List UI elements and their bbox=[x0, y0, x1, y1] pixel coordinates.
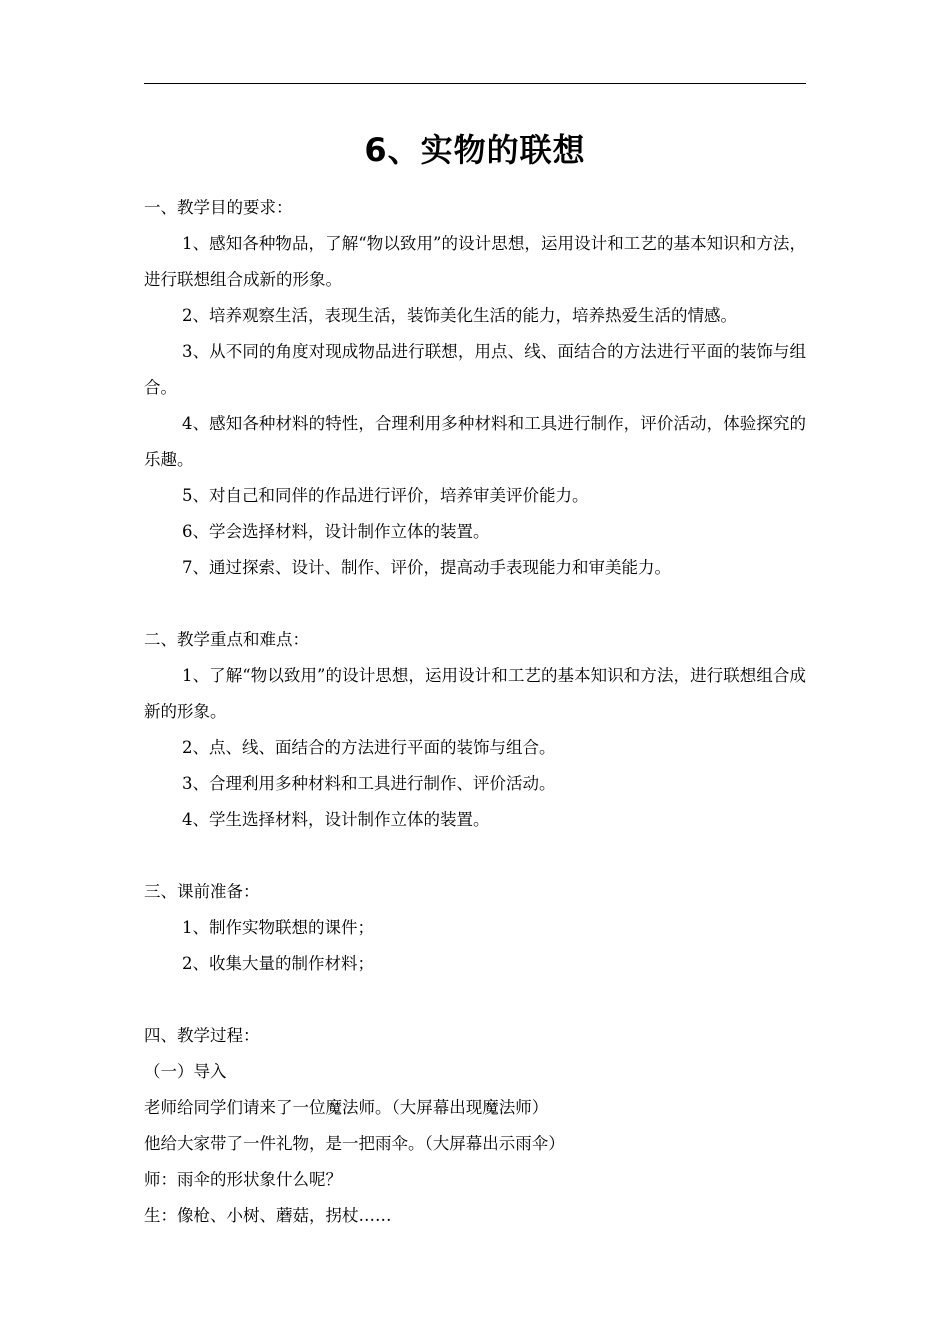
process-subheading: （一）导入 bbox=[144, 1062, 227, 1081]
section-heading-process: 四、教学过程： bbox=[144, 1026, 260, 1045]
preparation-item: 1、制作实物联想的课件； bbox=[182, 918, 374, 937]
document-title: 6、实物的联想 bbox=[364, 131, 586, 169]
process-line: 老师给同学们请来了一位魔法师。（大屏幕出现魔法师） bbox=[144, 1098, 549, 1117]
preparation-item: 2、收集大量的制作材料； bbox=[182, 954, 374, 973]
spacer bbox=[144, 838, 806, 874]
objective-item: 3、从不同的角度对现成物品进行联想，用点、线、面结合的方法进行平面的装饰与组合。 bbox=[144, 342, 806, 397]
spacer bbox=[144, 982, 806, 1018]
process-line: 他给大家带了一件礼物，是一把雨伞。（大屏幕出示雨伞） bbox=[144, 1134, 565, 1153]
process-line: 生：像枪、小树、蘑菇，拐杖…… bbox=[144, 1206, 392, 1225]
key-point-item: 3、合理利用多种材料和工具进行制作、评价活动。 bbox=[182, 774, 556, 793]
key-point-item: 2、点、线、面结合的方法进行平面的装饰与组合。 bbox=[182, 738, 556, 757]
objective-item: 1、感知各种物品，了解“物以致用”的设计思想，运用设计和工艺的基本知识和方法，进行联想组合成新的形象。 bbox=[144, 234, 806, 289]
process-line: 师：雨伞的形状象什么呢？ bbox=[144, 1170, 342, 1189]
header-rule bbox=[144, 83, 806, 84]
document-body bbox=[144, 190, 806, 1234]
section-heading-objectives: 一、教学目的要求： bbox=[144, 198, 293, 217]
objective-item: 4、感知各种材料的特性，合理利用多种材料和工具进行制作，评价活动，体验探究的乐趣。 bbox=[144, 414, 806, 469]
section-heading-key-points: 二、教学重点和难点： bbox=[144, 630, 309, 649]
objective-item: 7、通过探索、设计、制作、评价，提高动手表现能力和审美能力。 bbox=[182, 558, 671, 577]
objective-item: 5、对自己和同伴的作品进行评价，培养审美评价能力。 bbox=[182, 486, 589, 505]
objective-item: 2、培养观察生活，表现生活，装饰美化生活的能力，培养热爱生活的情感。 bbox=[182, 306, 737, 325]
section-heading-preparation: 三、课前准备： bbox=[144, 882, 260, 901]
key-point-item: 1、了解“物以致用”的设计思想，运用设计和工艺的基本知识和方法，进行联想组合成新的形象。 bbox=[144, 666, 806, 721]
key-point-item: 4、学生选择材料，设计制作立体的装置。 bbox=[182, 810, 490, 829]
objective-item: 6、学会选择材料，设计制作立体的装置。 bbox=[182, 522, 490, 541]
spacer bbox=[144, 586, 806, 622]
